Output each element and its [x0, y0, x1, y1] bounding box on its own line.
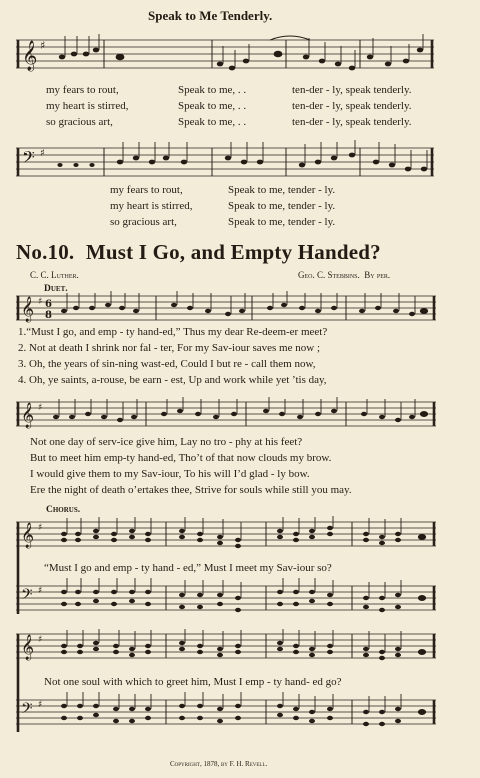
treble-clef-icon: 𝄞 [21, 523, 35, 548]
verse-line-2-1: Not one day of serv-ice give him, Lay no tro - phy at his feet? [30, 436, 303, 448]
treble-clef-icon: 𝄞 [22, 41, 38, 71]
treble-clef-icon: 𝄞 [21, 403, 35, 428]
verse-line-1-2: 2. Not at death I shrink nor fal - ter, For my Sav-iour saves me now ; [18, 342, 320, 354]
notes-verse-1 [61, 291, 428, 316]
sharp-icon: ♯ [40, 148, 45, 159]
piece-title: Speak to Me Tenderly. [148, 8, 273, 23]
staff-verse-2 [16, 402, 436, 432]
top-lyric-line-3: so gracious art, Speak to me, . . ten-der - ly, speak tenderly. [46, 116, 412, 128]
bass-clef-icon: 𝄢 [21, 586, 33, 607]
verse-line-1-4: 4. Oh, ye saints, a-rouse, be earn - est, Up and work while yet ’tis day, [18, 374, 327, 386]
sharp-icon: ♯ [38, 586, 43, 596]
notes-top-bass [57, 140, 427, 171]
duet-label: Duet. [44, 284, 68, 294]
bass-clef-icon: 𝄢 [21, 700, 33, 721]
treble-clef-icon: 𝄞 [21, 297, 35, 322]
bass-lyric-line-3: so gracious art, Speak to me, tender - ly. [110, 216, 336, 228]
sharp-icon: ♯ [38, 700, 43, 710]
sharp-icon: ♯ [38, 297, 43, 307]
staff-verse-1 [16, 296, 436, 326]
copyright-notice: Copyright, 1878, by F. H. Revell. [170, 760, 268, 768]
notes-chorus-1-bass [61, 578, 426, 612]
staff-chorus-2-treble [16, 634, 436, 664]
chorus-line-1: “Must I go and emp - ty hand - ed,” Must I meet my Sav-iour so? [44, 562, 332, 574]
notes-verse-2 [53, 397, 428, 422]
time-signature: 6 [45, 299, 52, 310]
staff-top-bass [16, 148, 434, 178]
notes-chorus-1-treble [61, 516, 426, 548]
sharp-icon: ♯ [38, 403, 43, 413]
sharp-icon: ♯ [38, 523, 43, 533]
hymn-heading [16, 240, 381, 265]
chorus-label: Chorus. [46, 505, 81, 515]
staff-chorus-1-treble [16, 522, 436, 552]
hymn-title: Must I Go, and Empty Handed? [85, 240, 381, 264]
top-lyric-line-1: my fears to rout, Speak to me, . . ten-der - ly, speak tenderly. [46, 84, 412, 96]
hymn-number: No.10. [16, 240, 75, 264]
bass-lyric-line-1: my fears to rout, Speak to me, tender - ly. [110, 184, 336, 196]
composer: Geo. C. Stebbins. By per. [298, 270, 391, 280]
sharp-icon: ♯ [38, 635, 43, 645]
staff-chorus-2-bass [16, 700, 436, 730]
sharp-icon: ♯ [40, 39, 46, 52]
treble-clef-icon: 𝄞 [21, 635, 35, 660]
notes-chorus-2-bass [61, 692, 426, 726]
verse-line-2-3: I would give them to my Sav-iour, To his will I’d glad - ly bow. [30, 468, 310, 480]
bass-lyric-line-2: my heart is stirred, Speak to me, tender - ly. [110, 200, 336, 212]
top-lyric-line-2: my heart is stirred, Speak to me, . . ten-der - ly, speak tenderly. [46, 100, 412, 112]
bass-clef-icon: 𝄢 [22, 147, 35, 171]
verse-line-2-4: Ere the night of death o’ertakes thee, Strive for souls while still you may. [30, 484, 352, 496]
staff-chorus-1-bass [16, 586, 436, 616]
chorus-line-2: Not one soul with which to greet him, Must I emp - ty hand- ed go? [44, 676, 342, 688]
svg-text:8: 8 [45, 310, 52, 321]
verse-line-2-2: But to meet him emp-ty hand-ed, Tho’t of that now clouds my brow. [30, 452, 332, 464]
staff-top-treble [16, 40, 434, 80]
verse-line-1-3: 3. Oh, the years of sin-ning wast-ed, Could I but re - call them now, [18, 358, 316, 370]
verse-line-1-1: 1.“Must I go, and emp - ty hand-ed,” Thus my dear Re-deem-er meet? [18, 326, 328, 338]
notes-top-treble [59, 34, 423, 70]
lyricist: C. C. Luther. [30, 270, 79, 280]
